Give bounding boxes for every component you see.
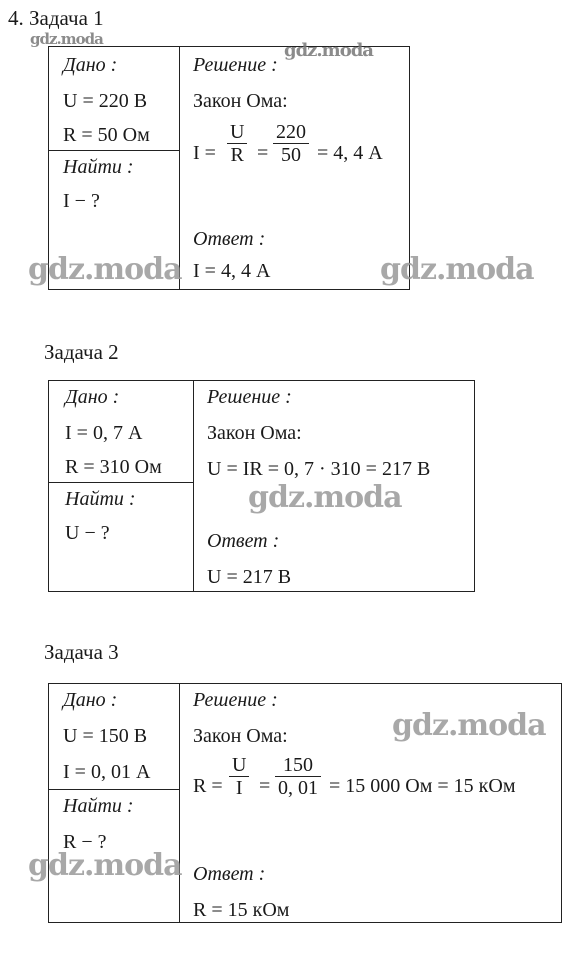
- given-value: R = 50 Ом: [63, 124, 150, 146]
- table-divider: [193, 381, 194, 591]
- answer-label: Ответ :: [207, 530, 280, 552]
- answer-value: U = 217 В: [207, 566, 292, 588]
- solution-label: Решение :: [193, 689, 278, 711]
- formula-result: = 15 000 Ом = 15 кОм: [329, 775, 516, 797]
- given-value: I = 0, 7 А: [65, 422, 143, 444]
- find-label: Найти :: [63, 795, 134, 817]
- formula-lhs: I =: [193, 142, 216, 164]
- given-label: Дано :: [63, 689, 118, 711]
- find-label: Найти :: [63, 156, 134, 178]
- task3-heading: Задача 3: [44, 640, 119, 664]
- answer-label: Ответ :: [193, 863, 266, 885]
- find-value: U − ?: [65, 522, 110, 544]
- table-divider: [49, 150, 179, 151]
- watermark-logo: gdz.moda: [380, 252, 534, 287]
- formula-fraction: $\frac{U}{R}$: [227, 121, 247, 166]
- given-label: Дано :: [65, 386, 120, 408]
- given-value: R = 310 Ом: [65, 456, 162, 478]
- given-value: U = 150 В: [63, 725, 148, 747]
- formula-result: = 4, 4 А: [317, 142, 383, 164]
- table-divider: [179, 684, 180, 922]
- task1-heading: 4. Задача 1: [8, 6, 104, 30]
- formula-fraction: $\frac{150}{0, 01}$: [275, 754, 321, 799]
- watermark-logo: gdz.moda: [248, 480, 402, 515]
- watermark-logo: gdz.moda: [28, 252, 182, 287]
- answer-label: Ответ :: [193, 228, 266, 250]
- watermark-logo: gdz.moda: [28, 848, 182, 883]
- formula-equals: =: [257, 142, 269, 164]
- watermark-logo: gdz.moda: [30, 30, 103, 48]
- formula-lhs: R =: [193, 775, 223, 797]
- law-text: Закон Ома:: [207, 422, 302, 444]
- formula-fraction: $\frac{220}{50}$: [273, 121, 309, 166]
- given-value: U = 220 В: [63, 90, 148, 112]
- given-label: Дано :: [63, 54, 118, 76]
- law-text: Закон Ома:: [193, 725, 288, 747]
- find-value: R − ?: [63, 831, 107, 853]
- task2-heading: Задача 2: [44, 340, 119, 364]
- solution-label: Решение :: [207, 386, 292, 408]
- solution-label: Решение :: [193, 54, 278, 76]
- formula-equals: =: [259, 775, 271, 797]
- given-value: I = 0, 01 А: [63, 761, 151, 783]
- answer-value: I = 4, 4 А: [193, 260, 271, 282]
- watermark-logo: gdz.moda: [392, 708, 546, 743]
- table-divider: [49, 789, 179, 790]
- formula-fraction: $\frac{U}{I}$: [229, 754, 249, 799]
- find-label: Найти :: [65, 488, 136, 510]
- law-text: Закон Ома:: [193, 90, 288, 112]
- formula: U = IR = 0, 7 · 310 = 217 В: [207, 458, 431, 480]
- watermark-logo: gdz.moda: [284, 40, 373, 61]
- table-divider: [49, 482, 193, 483]
- answer-value: R = 15 кОм: [193, 899, 290, 921]
- find-value: I − ?: [63, 190, 100, 212]
